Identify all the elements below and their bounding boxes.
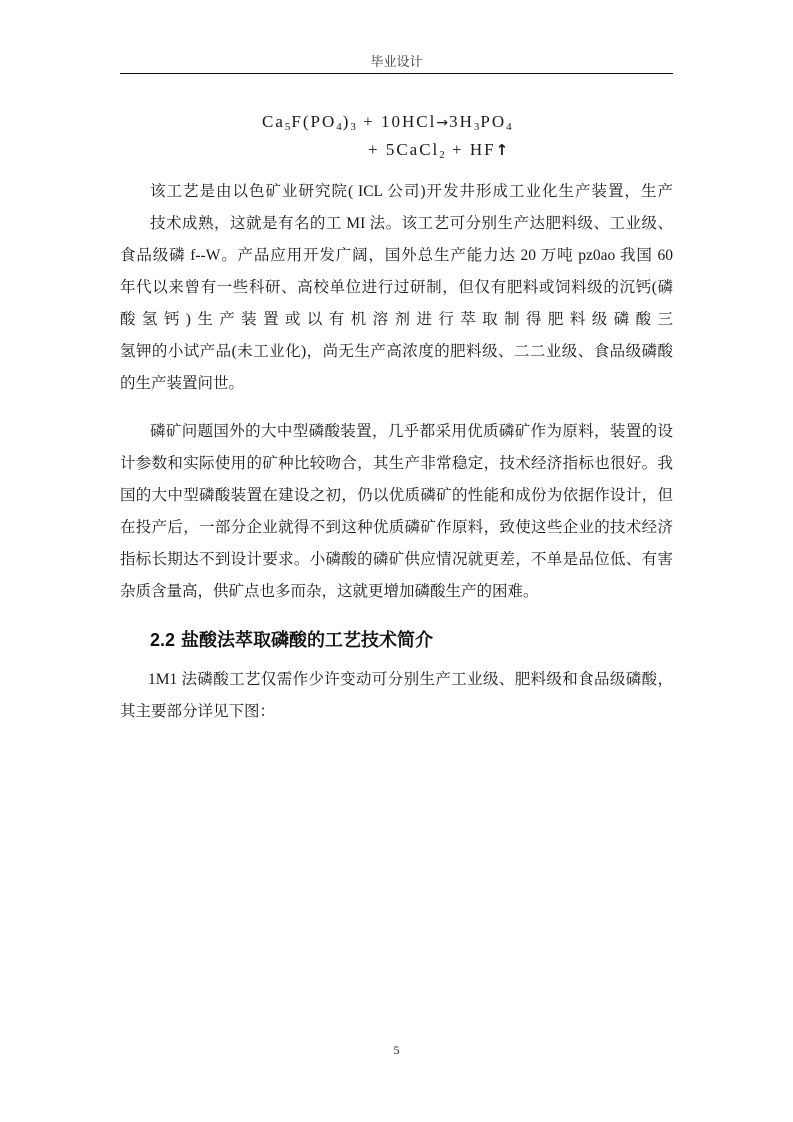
eq-subscript: 3 [350,121,357,133]
paragraph-line: 计参数和实际使用的矿种比较吻合，其生产非常稳定，技术经济指标也很好。我 [120,455,673,472]
section-number: 2.2 [150,630,176,650]
eq-subscript: 4 [336,121,343,133]
reaction-arrow-icon: → [436,115,450,131]
paragraph-line: 技术成熟，这就是有名的工 MI 法。该工艺可分别生产达肥料级、工业级、 [150,215,673,232]
section-heading [150,627,433,653]
eq-subscript: 2 [439,149,446,161]
paragraph-line: 磷矿问题国外的大中型磷酸装置，几乎都采用优质磷矿作为原料，装置的设 [150,423,673,440]
paragraph-line: 食品级磷 f--W。产品应用开发广阔，国外总生产能力达 20 万吨 pz0ao 我国 60 [120,247,673,264]
paragraph-line: 杂质含量高，供矿点也多而杂，这就更增加磷酸生产的困难。 [120,583,539,600]
chemical-equation-line-2 [368,138,510,162]
paragraph-line: 酸氢钙)生产装置或以有机溶剂进行萃取制得肥料级磷酸三 [120,311,673,328]
chemical-equation-line-1 [262,110,513,135]
eq-term: + 10HCl [356,112,437,131]
paragraph-line: 氢钾的小试产品(未工业化)，尚无生产高浓度的肥料级、二二业级、食品级磷酸 [120,343,673,360]
paragraph-line: 1M1 法磷酸工艺仅需作少许变动可分别生产工业级、肥料级和食品级磷酸， [148,671,673,688]
eq-subscript: 3 [473,121,481,133]
page-header [0,54,793,70]
section-title: 盐酸法萃取磷酸的工艺技术简介 [181,630,434,650]
paragraph-line: 其主要部分详见下图： [120,703,276,720]
paragraph-line: 国的大中型磷酸装置在建设之初，仍以优质磷矿的性能和成份为依据作设计，但 [120,487,673,504]
eq-term: ) [342,112,351,131]
eq-term: 3H [449,112,474,131]
eq-term: F(PO [291,112,337,131]
page-number: 5 [393,1043,400,1057]
paragraph-3 [120,664,673,728]
eq-term: Ca [262,112,285,131]
gas-up-arrow-icon: ↑ [495,141,511,159]
paragraph-2 [120,416,673,608]
paragraph-line: 年代以来曾有一些科研、高校单位进行过研制，但仅有肥料或饲料级的沉钙(磷 [120,279,673,296]
eq-term: + 5CaCl [368,140,440,159]
paragraph-1 [120,176,673,400]
eq-term: PO [480,112,507,131]
header-rule [120,73,673,74]
eq-subscript: 4 [506,121,513,133]
eq-subscript: 5 [284,121,292,133]
header-title: 毕业设计 [370,54,423,69]
eq-term: + HF [445,140,496,159]
paragraph-line: 的生产装置问世。 [120,375,245,392]
paragraph-line: 该工艺是由以色矿业研究院( ICL 公司)开发井形成工业化生产装置，生产 [150,183,673,200]
paragraph-line: 在投产后，一部分企业就得不到这种优质磷矿作原料，致使这些企业的技术经济 [120,519,673,536]
paragraph-line: 指标长期达不到设计要求。小磷酸的磷矿供应情况就更差，不单是品位低、有害 [120,551,673,568]
